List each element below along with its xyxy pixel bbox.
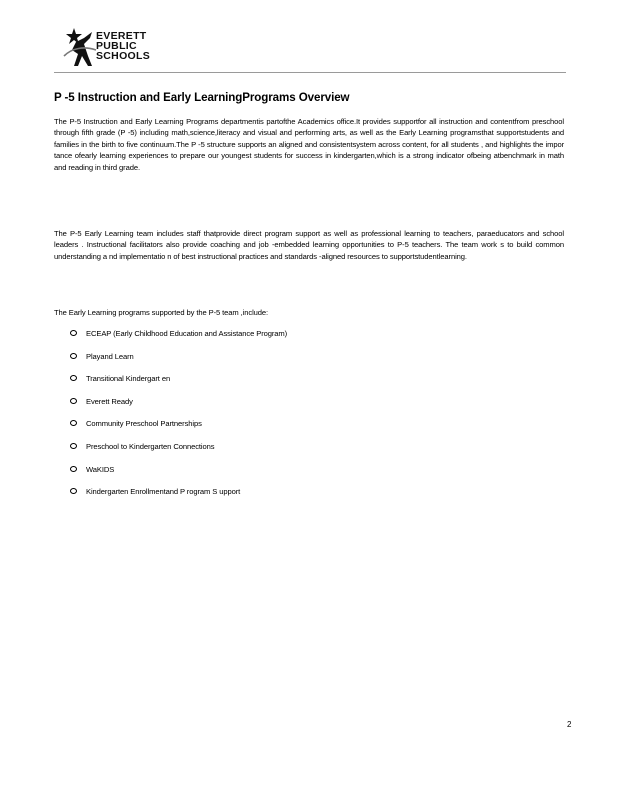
paragraph-programs-intro: The Early Learning programs supported by the P-5 team ,include:	[54, 308, 269, 317]
circle-bullet-icon	[70, 420, 77, 426]
programs-list	[70, 328, 287, 509]
list-item	[70, 351, 287, 374]
page-title: P -5 Instruction and Early LearningPrograms Overview	[54, 91, 350, 104]
list-item-text: Everett Ready	[86, 396, 133, 406]
list-item	[70, 464, 287, 487]
logo-line-1: EVERETT	[96, 30, 147, 42]
circle-bullet-icon	[70, 443, 77, 449]
list-item	[70, 328, 287, 351]
list-item	[70, 396, 287, 419]
list-item-text: WaKIDS	[86, 464, 115, 474]
page-number: 2	[567, 720, 572, 729]
paragraph-overview: The P-5 Instruction and Early Learning Programs departmentis partofthe Academics office.It provides supportfor all instruction and contentfrom preschool through fifth grade (P -5) including math,science,literacy and visual and performing arts, as well as the Early Learning programsthat supportstudents and families in the birth to five continuum.The P -5 structure supports an aligned and consistentsystem across content, for all students , and highlights the impor tance ofearly learning experiences to prepare our youngest students for success in kindergarten,which is a strong indicator ofbeing atbenchmark in math and reading in third grade.	[54, 117, 564, 172]
district-logo	[62, 26, 172, 70]
list-item-text: Kindergarten Enrollmentand P rogram S upport	[86, 487, 241, 497]
list-item-text: Community Preschool Partnerships	[86, 419, 202, 429]
list-item	[70, 486, 287, 509]
header-divider	[54, 72, 566, 73]
circle-bullet-icon	[70, 375, 77, 381]
runner-star-icon	[62, 26, 98, 68]
list-item	[70, 418, 287, 441]
list-item-text: Transitional Kindergart en	[86, 374, 171, 384]
list-item	[70, 441, 287, 464]
circle-bullet-icon	[70, 353, 77, 359]
circle-bullet-icon	[70, 466, 77, 472]
list-item-text: ECEAP (Early Childhood Education and Assistance Program)	[86, 329, 288, 338]
list-item-text: Preschool to Kindergarten Connections	[86, 441, 215, 451]
list-item	[70, 373, 287, 396]
paragraph-team: The P-5 Early Learning team includes staff thatprovide direct program support as well as professional learning to teachers, paraeducators and school leaders . Instructional facilitators also provide coaching and job -embedded learning opportunities to P-5 teachers. The team work s to build common understanding a nd implementatio n of best instructional practices and standards -aligned resources to supportstudentlearning.	[54, 229, 564, 261]
circle-bullet-icon	[70, 330, 77, 336]
circle-bullet-icon	[70, 488, 77, 494]
logo-line-2: PUBLIC	[96, 40, 137, 52]
logo-line-3: SCHOOLS	[96, 50, 151, 62]
circle-bullet-icon	[70, 398, 77, 404]
logo-text	[96, 31, 150, 61]
list-item-text: Playand Learn	[86, 351, 134, 361]
